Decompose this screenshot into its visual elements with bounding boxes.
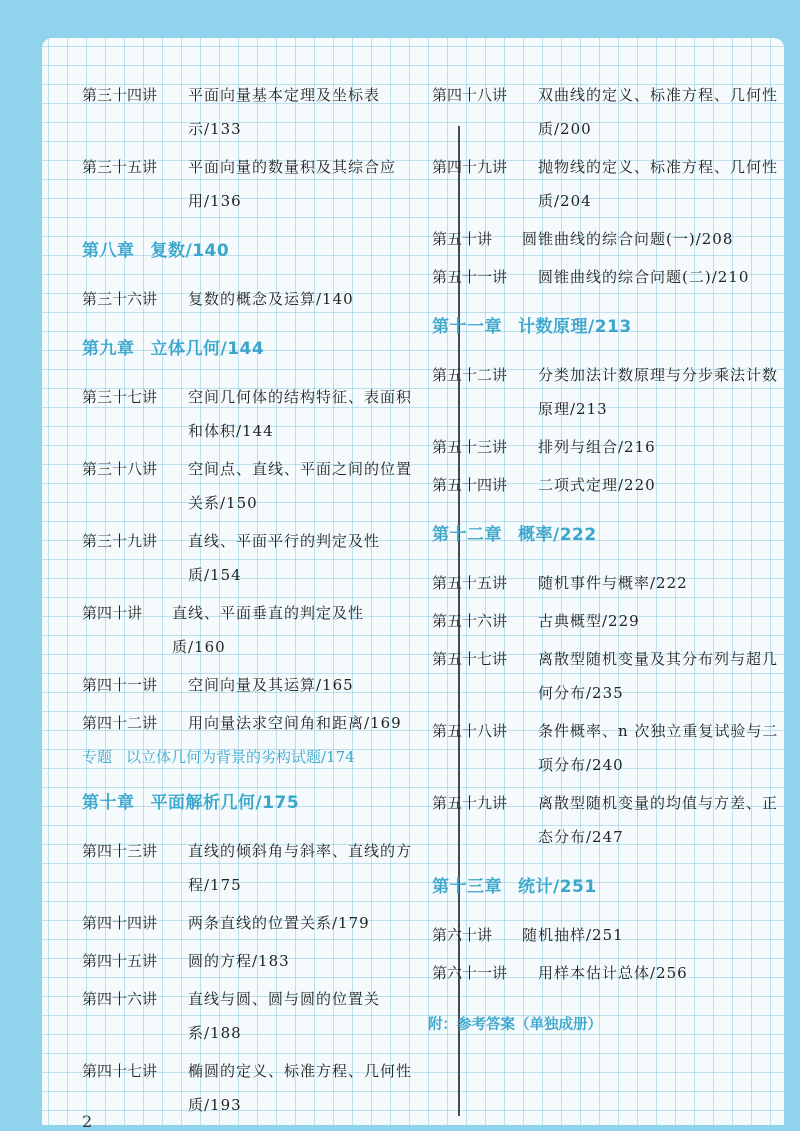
chapter-number: 第八章 <box>82 241 135 261</box>
chapter-title: 统计/251 <box>518 877 597 897</box>
toc-lecture-entry[interactable] <box>82 668 412 702</box>
special-label: 专题 <box>82 748 113 766</box>
lecture-title: 圆锥曲线的综合问题(一)/208 <box>522 230 734 248</box>
toc-right-column <box>428 78 784 1038</box>
lecture-title: 随机抽样/251 <box>522 926 624 944</box>
toc-lecture-entry[interactable] <box>432 150 784 218</box>
lecture-title: 离散型随机变量的均值与方差、正态分布/247 <box>538 794 779 846</box>
lecture-number: 第三十七讲 <box>82 388 158 406</box>
chapter-title: 概率/222 <box>518 525 597 545</box>
toc-chapter-heading[interactable] <box>82 336 412 362</box>
lecture-number: 第五十讲 <box>432 230 493 248</box>
chapter-title: 立体几何/144 <box>150 339 265 359</box>
lecture-number: 第四十九讲 <box>432 158 508 176</box>
lecture-number: 第五十二讲 <box>432 366 508 384</box>
lecture-title: 圆锥曲线的综合问题(二)/210 <box>538 268 750 286</box>
lecture-number: 第六十讲 <box>432 926 493 944</box>
toc-lecture-entry[interactable] <box>432 222 784 256</box>
toc-left-column <box>82 78 412 1126</box>
lecture-title: 两条直线的位置关系/179 <box>188 914 370 932</box>
lecture-number: 第四十四讲 <box>82 914 158 932</box>
chapter-title: 平面解析几何/175 <box>150 793 300 813</box>
toc-chapter-heading[interactable] <box>432 522 784 548</box>
lecture-title: 用样本估计总体/256 <box>538 964 688 982</box>
lecture-number: 第六十一讲 <box>432 964 508 982</box>
lecture-number: 第四十六讲 <box>82 990 158 1008</box>
lecture-title: 直线、平面平行的判定及性质/154 <box>188 532 381 584</box>
lecture-number: 第五十九讲 <box>432 794 508 812</box>
toc-appendix[interactable]: 附：参考答案（单独成册） <box>428 1017 602 1033</box>
toc-lecture-entry[interactable] <box>82 282 412 316</box>
chapter-title: 复数/140 <box>150 241 230 261</box>
toc-lecture-entry[interactable] <box>432 468 784 502</box>
lecture-number: 第五十三讲 <box>432 438 508 456</box>
lecture-number: 第三十四讲 <box>82 86 158 104</box>
lecture-title: 排列与组合/216 <box>538 438 656 456</box>
toc-lecture-entry[interactable] <box>432 918 784 952</box>
lecture-number: 第四十七讲 <box>82 1062 158 1080</box>
toc-lecture-entry[interactable] <box>432 604 784 638</box>
toc-chapter-heading[interactable] <box>432 314 784 340</box>
toc-lecture-entry[interactable] <box>82 78 412 146</box>
lecture-number: 第四十讲 <box>82 604 143 622</box>
lecture-title: 离散型随机变量及其分布列与超几何分布/235 <box>538 650 779 702</box>
lecture-number: 第三十五讲 <box>82 158 158 176</box>
chapter-number: 第九章 <box>82 339 135 359</box>
lecture-number: 第三十六讲 <box>82 290 158 308</box>
lecture-title: 抛物线的定义、标准方程、几何性质/204 <box>538 158 779 210</box>
lecture-title: 直线、平面垂直的判定及性质/160 <box>172 604 365 656</box>
lecture-title: 空间向量及其运算/165 <box>188 676 354 694</box>
chapter-number: 第十章 <box>82 793 135 813</box>
lecture-title: 二项式定理/220 <box>538 476 656 494</box>
lecture-title: 古典概型/229 <box>538 612 640 630</box>
lecture-title: 平面向量基本定理及坐标表示/133 <box>188 86 381 138</box>
toc-lecture-entry[interactable] <box>432 430 784 464</box>
toc-chapter-heading[interactable] <box>82 790 412 816</box>
lecture-number: 第五十八讲 <box>432 722 508 740</box>
special-title: 以立体几何为背景的劣构试题/174 <box>126 748 355 766</box>
toc-lecture-entry[interactable] <box>82 944 412 978</box>
lecture-number: 第三十八讲 <box>82 460 158 478</box>
toc-special-topic[interactable] <box>82 744 412 770</box>
toc-lecture-entry[interactable] <box>82 524 412 592</box>
lecture-number: 第五十一讲 <box>432 268 508 286</box>
lecture-title: 空间几何体的结构特征、表面积和体积/144 <box>188 388 413 440</box>
lecture-number: 第三十九讲 <box>82 532 158 550</box>
toc-lecture-entry[interactable] <box>432 956 784 990</box>
lecture-number: 第五十六讲 <box>432 612 508 630</box>
lecture-number: 第四十八讲 <box>432 86 508 104</box>
chapter-number: 第十三章 <box>432 877 502 897</box>
lecture-number: 第四十二讲 <box>82 714 158 732</box>
lecture-title: 圆的方程/183 <box>188 952 290 970</box>
toc-lecture-entry[interactable] <box>432 714 784 782</box>
page-number: 2 <box>82 1112 93 1131</box>
lecture-title: 直线的倾斜角与斜率、直线的方程/175 <box>188 842 413 894</box>
toc-lecture-entry[interactable] <box>432 358 784 426</box>
lecture-title: 双曲线的定义、标准方程、几何性质/200 <box>538 86 779 138</box>
toc-lecture-entry[interactable] <box>432 786 784 854</box>
lecture-title: 椭圆的定义、标准方程、几何性质/193 <box>188 1062 413 1114</box>
lecture-title: 条件概率、n 次独立重复试验与二项分布/240 <box>538 722 779 774</box>
lecture-number: 第四十一讲 <box>82 676 158 694</box>
chapter-number: 第十一章 <box>432 317 502 337</box>
lecture-title: 空间点、直线、平面之间的位置关系/150 <box>188 460 413 512</box>
toc-chapter-heading[interactable] <box>82 238 412 264</box>
lecture-number: 第五十五讲 <box>432 574 508 592</box>
toc-lecture-entry[interactable] <box>82 596 412 664</box>
toc-lecture-entry[interactable] <box>82 906 412 940</box>
toc-lecture-entry[interactable] <box>82 706 412 740</box>
toc-lecture-entry[interactable] <box>432 260 784 294</box>
lecture-title: 分类加法计数原理与分步乘法计数原理/213 <box>538 366 779 418</box>
toc-lecture-entry[interactable] <box>82 982 412 1050</box>
lecture-number: 第四十三讲 <box>82 842 158 860</box>
toc-chapter-heading[interactable] <box>432 874 784 900</box>
lecture-title: 平面向量的数量积及其综合应用/136 <box>188 158 397 210</box>
chapter-title: 计数原理/213 <box>518 317 632 337</box>
lecture-number: 第五十四讲 <box>432 476 508 494</box>
lecture-title: 直线与圆、圆与圆的位置关系/188 <box>188 990 381 1042</box>
lecture-title: 随机事件与概率/222 <box>538 574 688 592</box>
toc-lecture-entry[interactable] <box>82 452 412 520</box>
toc-lecture-entry[interactable] <box>82 150 412 218</box>
toc-lecture-entry[interactable] <box>82 380 412 448</box>
chapter-number: 第十二章 <box>432 525 502 545</box>
toc-lecture-entry[interactable] <box>82 834 412 902</box>
toc-lecture-entry[interactable] <box>432 78 784 146</box>
lecture-title: 用向量法求空间角和距离/169 <box>188 714 402 732</box>
lecture-number: 第四十五讲 <box>82 952 158 970</box>
lecture-number: 第五十七讲 <box>432 650 508 668</box>
toc-lecture-entry[interactable] <box>82 1054 412 1122</box>
toc-lecture-entry[interactable] <box>432 566 784 600</box>
lecture-title: 复数的概念及运算/140 <box>188 290 354 308</box>
toc-lecture-entry[interactable] <box>432 642 784 710</box>
